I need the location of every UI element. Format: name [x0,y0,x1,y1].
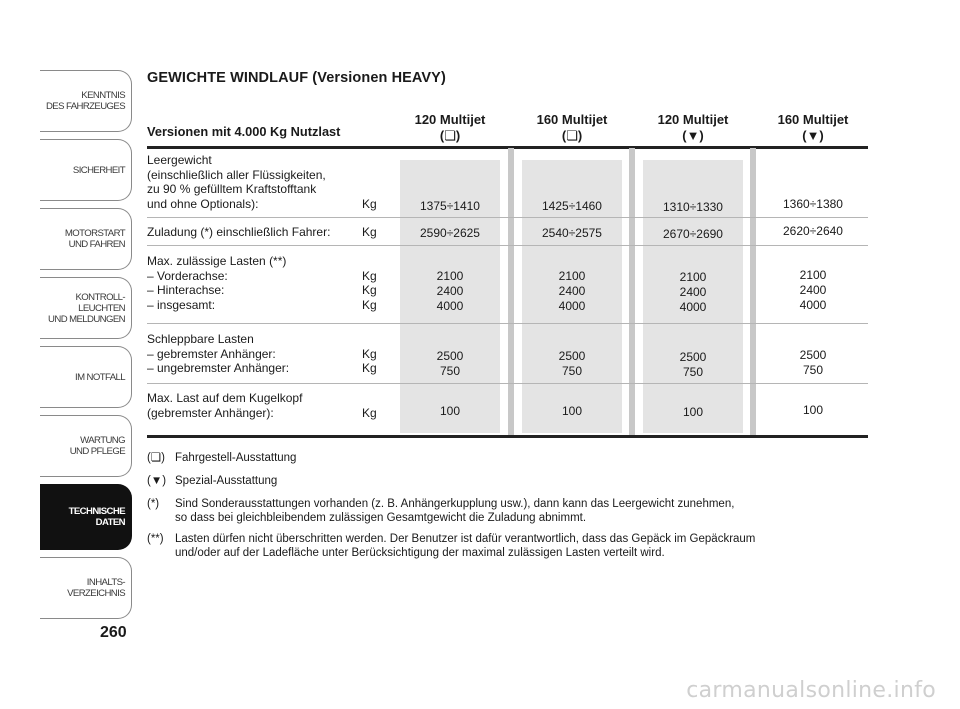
column-separator [508,148,514,438]
row-divider [147,245,868,246]
legend-text: Sind Sonderausstattungen vorhanden (z. B. Anhängerkupplung usw.), dann kann das Leergewicht zunehmen, so dass bei gleichbleibendem zulässigen Gesamtgewicht die Zuladung abnimmt. [175,498,735,524]
table-cell: 1310÷1330 [663,200,723,214]
tab-kontrollleuchten-und-meldungen[interactable]: KONTROLL- LEUCHTEN UND MELDUNGEN [40,277,132,339]
column-symbol: (▼) [682,128,704,143]
table-cell: 100 [802,403,824,417]
legend-symbol: (*) [147,498,160,510]
tab-wartung-und-pflege[interactable]: WARTUNG UND PFLEGE [40,415,132,477]
table-cell: 2500 750 [799,348,827,377]
row-divider [147,217,868,218]
tab-inhaltsverzeichnis[interactable]: INHALTS- VERZEICHNIS [40,557,132,619]
table-cell: 2500 750 [436,349,464,378]
watermark: carmanualsonline.info [686,678,936,703]
column-header [522,112,622,144]
tab-motorstart-und-fahren[interactable]: MOTORSTART UND FAHREN [40,208,132,270]
table-cell: 2100 2400 4000 [436,269,464,313]
tab-technische-daten[interactable]: TECHNISCHE DATEN [40,484,132,550]
legend-text: Spezial-Ausstattung [175,475,278,487]
column-symbol: (▼) [802,128,824,143]
legend-text: Fahrgestell-Ausstattung [175,452,297,464]
column-name: 160 Multijet [536,112,608,127]
table-left-header: Versionen mit 4.000 Kg Nutzlast [147,124,341,139]
page-number: 260 [100,624,127,641]
legend-text: Lasten dürfen nicht überschritten werden. Der Benutzer ist dafür verantwortlich, dass das Gepäck im Gepäckraum und/oder auf der Ladefläche unter Berücksichtigung der maximal zulässigen Lasten verteilt wird. [175,533,756,559]
legend-symbol: (**) [147,533,164,545]
row-unit: Kg [362,405,377,420]
tab-sicherheit[interactable]: SICHERHEIT [40,139,132,201]
column-header [400,112,500,144]
table-cell: 1375÷1410 [420,199,480,213]
table-cell: 2500 750 [558,349,586,378]
table-cell: 2100 2400 4000 [799,268,827,312]
column-symbol: (❏) [561,128,583,143]
row-label-zuladung: Zuladung (*) einschließlich Fahrer: [147,225,331,239]
row-label-kugelkopf: Max. Last auf dem Kugelkopf (gebremster Anhänger): [147,391,303,420]
column-name: 120 Multijet [657,112,729,127]
column-header [763,112,863,144]
table-cell: 100 [682,405,704,419]
row-unit: Kg Kg Kg [362,268,377,312]
row-label-schleppbare-lasten: Schleppbare Lasten – gebremster Anhänger: – ungebremster Anhänger: [147,332,290,375]
table-cell: 1425÷1460 [542,199,602,213]
row-label-leergewicht: Leergewicht (einschließlich aller Flüssigkeiten, zu 90 % gefülltem Kraftstofftank und ohne Optionals): [147,153,326,211]
table-cell: 2100 2400 4000 [558,269,586,313]
page-title: GEWICHTE WINDLAUF (Versionen HEAVY) [147,70,446,86]
table-cell: 100 [439,404,461,418]
table-cell: 2670÷2690 [663,227,723,241]
row-unit: Kg Kg [362,346,377,375]
row-unit: Kg [362,225,377,239]
table-cell: 100 [561,404,583,418]
legend-symbol: (❏) [147,452,165,464]
column-separator [629,148,635,438]
legend-symbol: (▼) [147,475,167,487]
table-cell: 2620÷2640 [783,224,843,238]
column-name: 160 Multijet [777,112,849,127]
column-symbol: (❏) [439,128,461,143]
column-header [643,112,743,144]
table-cell: 2100 2400 4000 [679,270,707,314]
row-divider [147,323,868,324]
row-unit: Kg [362,197,377,211]
table-cell: 2590÷2625 [420,226,480,240]
row-divider [147,383,868,384]
table-cell: 1360÷1380 [783,197,843,211]
row-label-max-lasten: Max. zulässige Lasten (**) – Vorderachse: – Hinterachse: – insgesamt: [147,254,287,312]
tab-kenntnis-des-fahrzeuges[interactable]: KENNTNIS DES FAHRZEUGES [40,70,132,132]
table-cell: 2540÷2575 [542,226,602,240]
table-bottom-rule [147,435,868,438]
column-name: 120 Multijet [414,112,486,127]
table-cell: 2500 750 [679,350,707,379]
tab-im-notfall[interactable]: IM NOTFALL [40,346,132,408]
column-separator [750,148,756,438]
